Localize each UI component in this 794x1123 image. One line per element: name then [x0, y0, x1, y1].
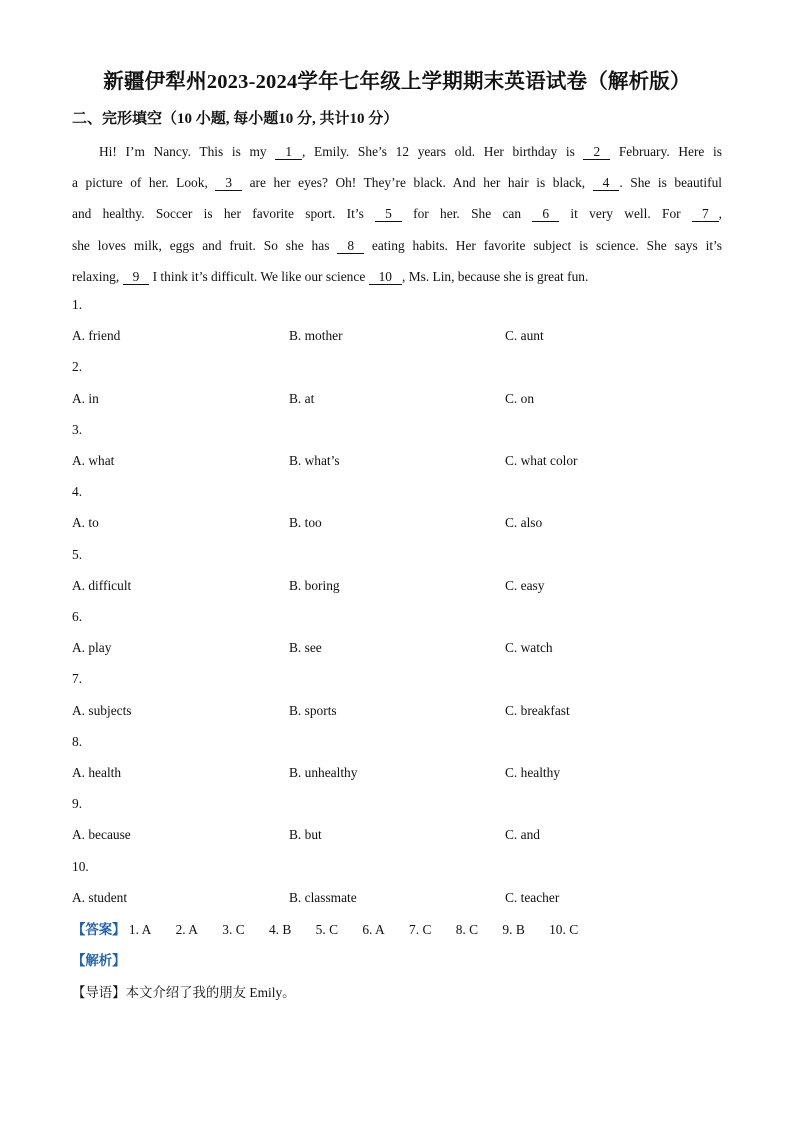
- passage-text: she loves milk, eggs and fruit. So she has: [72, 237, 338, 253]
- answer-item: 9. B: [502, 922, 525, 937]
- intro-line: [72, 982, 296, 1001]
- answer-key: [72, 919, 599, 938]
- blank-7: 7: [692, 206, 719, 222]
- passage-line: [72, 230, 722, 261]
- passage-text: it very well. For: [559, 206, 692, 222]
- blank-8: 8: [337, 238, 364, 254]
- option-a: A. health: [72, 765, 122, 780]
- option-b: B. at: [289, 391, 315, 406]
- passage-text: , Ms. Lin, because she is great fun.: [402, 268, 589, 284]
- passage-text: and healthy. Soccer is her favorite sport. It’s: [72, 206, 376, 222]
- question-number: 7.: [72, 671, 83, 686]
- blank-6: 6: [532, 206, 559, 222]
- passage-line: [72, 261, 722, 292]
- answer-item: 10. C: [549, 922, 579, 937]
- answer-item: 1. A: [128, 922, 152, 937]
- answer-item: 4. B: [268, 922, 292, 937]
- option-a: A. difficult: [72, 578, 132, 593]
- answer-item: 7. C: [409, 922, 432, 937]
- intro-tag: 【导语】: [72, 985, 126, 1000]
- answer-tag: 【答案】: [72, 922, 126, 937]
- answer-item: 2. A: [175, 922, 198, 937]
- option-c: C. teacher: [505, 890, 560, 905]
- passage-text: Hi! I’m Nancy. This is my: [99, 144, 276, 159]
- question-number: 5.: [72, 547, 83, 562]
- option-c: C. on: [505, 391, 535, 406]
- option-b: B. classmate: [289, 890, 357, 905]
- option-b: B. unhealthy: [289, 765, 358, 780]
- option-b: B. but: [289, 827, 322, 842]
- option-a: A. subjects: [72, 703, 132, 718]
- option-a: A. friend: [72, 328, 121, 343]
- option-c: C. easy: [505, 578, 545, 593]
- option-a: A. student: [72, 890, 128, 905]
- passage-text: ,: [718, 206, 723, 222]
- blank-10: 10: [369, 269, 402, 285]
- option-c: C. also: [505, 515, 543, 530]
- passage-text: . She is beautiful: [619, 175, 722, 191]
- section-heading: 二、完形填空（10 小题, 每小题10 分, 共计10 分）: [72, 111, 399, 127]
- passage-text: , Emily. She’s 12 years old. Her birthday is: [302, 144, 584, 159]
- option-c: C. and: [505, 827, 540, 842]
- option-c: C. aunt: [505, 328, 544, 343]
- blank-2: 2: [583, 144, 610, 160]
- option-b: B. what’s: [289, 453, 340, 468]
- cloze-passage: [72, 136, 722, 292]
- analysis-tag: 【解析】: [72, 953, 126, 968]
- option-b: B. mother: [289, 328, 343, 343]
- answer-item: 5. C: [315, 922, 338, 937]
- option-c: C. what color: [505, 453, 578, 468]
- passage-text: February. Here is: [610, 144, 722, 159]
- blank-9: 9: [123, 269, 150, 285]
- option-b: B. see: [289, 640, 322, 655]
- blank-5: 5: [375, 206, 402, 222]
- option-a: A. what: [72, 453, 115, 468]
- passage-text: for her. She can: [401, 206, 533, 222]
- passage-text: relaxing,: [72, 268, 123, 284]
- passage-text: are her eyes? Oh! They’re black. And her hair is black,: [242, 175, 593, 191]
- question-number: 2.: [72, 359, 83, 374]
- passage-text: eating habits. Her favorite subject is science. She says it’s: [364, 237, 722, 253]
- passage-text: a picture of her. Look,: [72, 175, 216, 191]
- intro-text: 本文介绍了我的朋友 Emily。: [125, 985, 296, 1000]
- option-b: B. too: [289, 515, 322, 530]
- question-number: 10.: [72, 859, 89, 874]
- question-number: 1.: [72, 297, 83, 312]
- answer-item: 6. A: [362, 922, 385, 937]
- option-b: B. sports: [289, 703, 337, 718]
- option-c: C. healthy: [505, 765, 561, 780]
- question-number: 4.: [72, 484, 83, 499]
- blank-1: 1: [275, 144, 302, 160]
- passage-line: [72, 167, 722, 198]
- option-a: A. in: [72, 391, 99, 406]
- passage-line: [72, 198, 722, 229]
- passage-text: I think it’s difficult. We like our science: [149, 268, 369, 284]
- document-title: 新疆伊犁州2023-2024学年七年级上学期期末英语试卷（解析版）: [103, 71, 691, 93]
- answer-item: 3. C: [222, 922, 245, 937]
- option-c: C. breakfast: [505, 703, 570, 718]
- option-a: A. because: [72, 827, 131, 842]
- option-a: A. play: [72, 640, 112, 655]
- blank-4: 4: [593, 175, 620, 191]
- analysis-heading: [72, 950, 126, 969]
- option-c: C. watch: [505, 640, 553, 655]
- question-number: 3.: [72, 422, 83, 437]
- passage-line: [72, 136, 722, 167]
- option-a: A. to: [72, 515, 99, 530]
- question-number: 6.: [72, 609, 83, 624]
- blank-3: 3: [215, 175, 242, 191]
- answer-item: 8. C: [455, 922, 479, 937]
- question-number: 8.: [72, 734, 83, 749]
- option-b: B. boring: [289, 578, 340, 593]
- question-number: 9.: [72, 796, 83, 811]
